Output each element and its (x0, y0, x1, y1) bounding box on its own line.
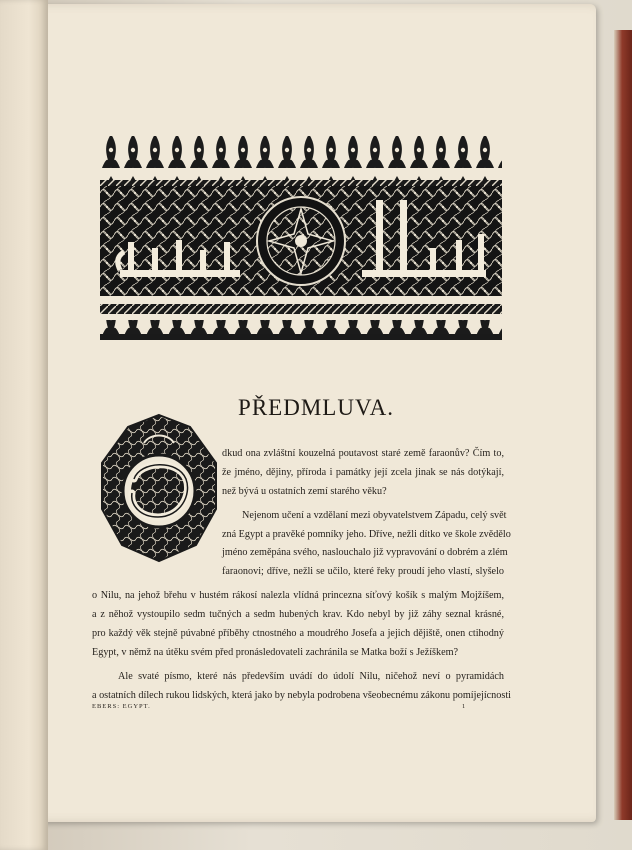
paragraph-line: dkud ona zvláštní kouzelná poutavost staré země faraonův? Čím to, (222, 448, 504, 459)
paragraph-line: Egypt, v němž na útěku svém před pronásledovateli zachránila se Matka boží s Ježíškem? (92, 647, 459, 658)
paragraph-line: Nejenom učení a vzdělaní mezi obyvatelstvem Západu, celý svět (242, 510, 507, 521)
paragraph-line: a z něhož vystoupilo sedm tučných a sedm hubených krav. Kdo nebyl by již záhy seznal krásné, (92, 609, 504, 620)
paragraph-line: faraonovi; dříve, nežli se učilo, které řeky proudí jeho vlastí, slyšelo (222, 566, 504, 577)
paragraph-line: jméno zeměpána svého, naslouchalo již vypravování o dobrém a zlém (222, 547, 508, 558)
page-number: 1 (462, 703, 467, 710)
decorative-initial-o (100, 413, 218, 563)
paragraph-line: a ostatních dílech rukou lidských, která jako by nebyla podrobena všeobecnému zákonu pomíjejícnosti (92, 690, 511, 701)
left-page-edge (0, 0, 48, 850)
paragraph-line: že jméno, dějiny, příroda i památky její zcela jinak se nás dotýkají, (222, 467, 504, 478)
ornamental-header-banner (100, 130, 502, 340)
paragraph-line: pro každý věk stejně púvabné příběhy ctnostného a moudrého Josefa a jejich dějiště, onen ctihodný (92, 628, 504, 639)
paragraph-line: Ale svaté písmo, které nás především uvádí do údolí Nilu, ničehož neví o pyramidách (118, 671, 504, 682)
footer-signature: EBERS: EGYPT. (92, 703, 151, 710)
paragraph-line: než bývá u ostatních zemí starého věku? (222, 486, 387, 497)
paragraph-line: o Nilu, na jehož břehu v hustém rákosí nalezla vlídná princezna síťový košík s malým Mojžíšem, (92, 590, 504, 601)
page-title: PŘEDMLUVA. (238, 395, 394, 420)
book-cover-edge (614, 30, 632, 820)
paragraph-line: zná Egypt a pravěké pomníky jeho. Dříve, nežli dítko ve škole zvědělo (222, 529, 511, 540)
